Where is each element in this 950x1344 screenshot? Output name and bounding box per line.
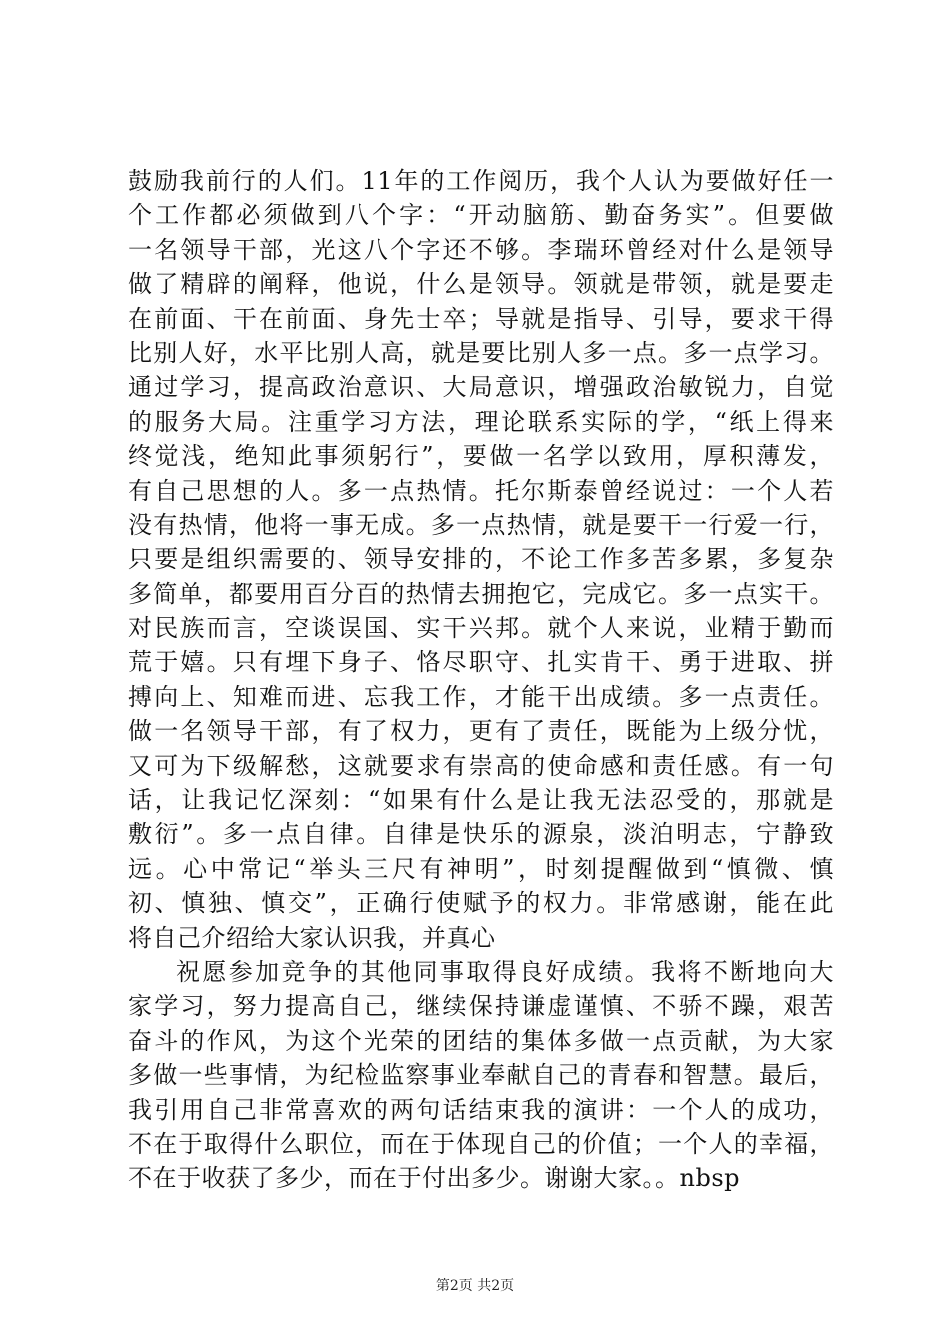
text-line: 又可为下级解愁，这就要求有崇高的使命感和责任感。有一句 (128, 751, 834, 780)
text-line: 做一名领导干部，有了权力，更有了责任，既能为上级分忧， (128, 717, 834, 746)
text-line: 话，让我记忆深刻：“如果有什么是让我无法忍受的，那就是 (128, 786, 834, 815)
text-line: 没有热情，他将一事无成。多一点热情，就是要干一行爱一行， (128, 510, 834, 539)
text-line: 在前面、干在前面、身先士卒；导就是指导、引导，要求干得 (128, 304, 834, 333)
text-line: 鼓励我前行的人们。11年的工作阅历，我个人认为要做好任一 (128, 167, 834, 195)
text-line: 一名领导干部，光这八个字还不够。李瑞环曾经对什么是领导 (128, 235, 834, 264)
text-line: 对民族而言，空谈误国、实干兴邦。就个人来说，业精于勤而 (128, 614, 834, 643)
text-line: 不在于取得什么职位，而在于体现自己的价值；一个人的幸福， (128, 1129, 834, 1158)
text-line: 远。心中常记“举头三尺有神明”，时刻提醒做到“慎微、慎 (128, 854, 834, 883)
text-line: 我引用自己非常喜欢的两句话结束我的演讲：一个人的成功， (128, 1095, 834, 1124)
text-line: 不在于收获了多少，而在于付出多少。谢谢大家。。nbsp (128, 1164, 740, 1193)
document-body (128, 164, 834, 1196)
paragraph-first-line: 祝愿参加竞争的其他同事取得良好成绩。我将不断地向大 (176, 957, 834, 986)
text-line: 初、慎独、慎交”，正确行使赋予的权力。非常感谢，能在此 (128, 889, 834, 918)
page-number-footer: 第2页 共2页 (435, 1278, 515, 1294)
text-line: 终觉浅，绝知此事须躬行”，要做一名学以致用，厚积薄发， (128, 442, 834, 471)
text-line: 将自己介绍给大家认识我，并真心 (128, 923, 496, 952)
text-line: 敷衍”。多一点自律。自律是快乐的源泉，淡泊明志，宁静致 (128, 820, 834, 849)
text-line: 只要是组织需要的、领导安排的，不论工作多苦多累，多复杂 (128, 545, 834, 574)
text-line: 的服务大局。注重学习方法，理论联系实际的学，“纸上得来 (128, 407, 834, 436)
text-line: 个工作都必须做到八个字：“开动脑筋、勤奋务实”。但要做 (128, 201, 834, 230)
text-line: 有自己思想的人。多一点热情。托尔斯泰曾经说过：一个人若 (128, 476, 834, 505)
text-line: 家学习，努力提高自己，继续保持谦虚谨慎、不骄不躁，艰苦 (128, 992, 834, 1021)
text-line: 多做一些事情，为纪检监察事业奉献自己的青春和智慧。最后， (128, 1061, 834, 1090)
text-line: 荒于嬉。只有埋下身子、恪尽职守、扎实肯干、勇于进取、拼 (128, 648, 834, 677)
text-line: 奋斗的作风，为这个光荣的团结的集体多做一点贡献，为大家 (128, 1026, 834, 1055)
text-line: 搏向上、知难而进、忘我工作，才能干出成绩。多一点责任。 (128, 682, 834, 711)
text-line: 做了精辟的阐释，他说，什么是领导。领就是带领，就是要走 (128, 270, 834, 299)
text-line: 通过学习，提高政治意识、大局意识，增强政治敏锐力，自觉 (128, 373, 834, 402)
text-line: 多简单，都要用百分百的热情去拥抱它，完成它。多一点实干。 (128, 579, 834, 608)
text-line: 比别人好，水平比别人高，就是要比别人多一点。多一点学习。 (128, 338, 834, 367)
